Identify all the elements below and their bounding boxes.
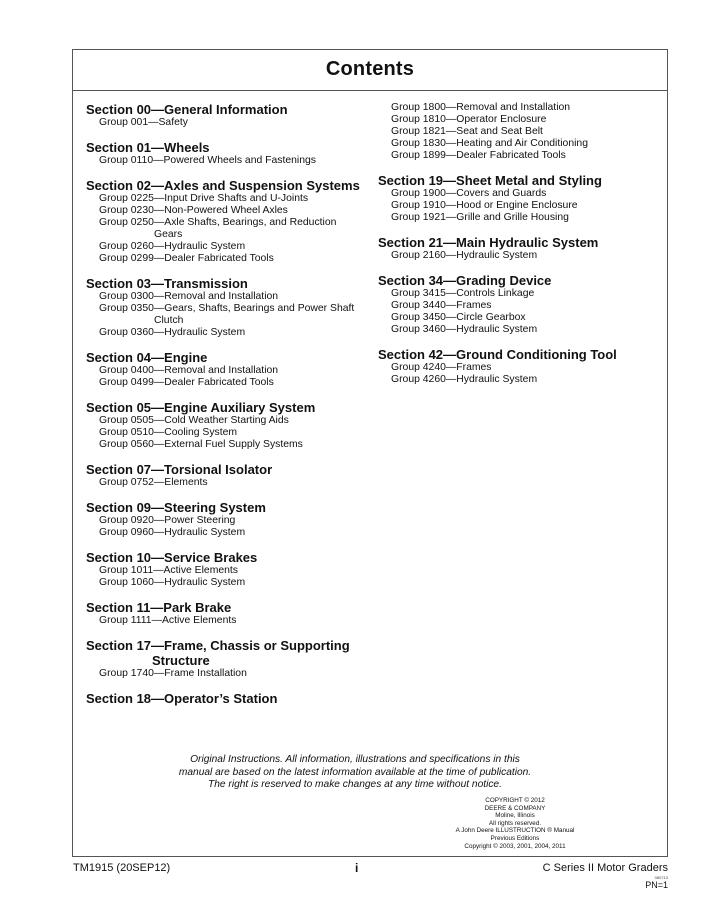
section-title[interactable]: Section 19—Sheet Metal and Styling — [378, 173, 602, 188]
section-03 — [86, 276, 371, 339]
section-18 — [86, 691, 371, 706]
group-entry[interactable]: Group 0260—Hydraulic System — [99, 241, 246, 252]
section-title[interactable]: Section 05—Engine Auxiliary System — [86, 400, 316, 415]
section-title[interactable]: Section 09—Steering System — [86, 500, 266, 515]
section-02 — [86, 178, 371, 265]
group-entry[interactable]: Group 1810—Operator Enclosure — [391, 114, 547, 125]
section-title[interactable]: Section 18—Operator’s Station — [86, 691, 278, 706]
notice-line: manual are based on the latest information available at the time of publication. — [178, 766, 532, 778]
section-title-continuation: Structure — [152, 653, 210, 668]
notice-line: Original Instructions. All information, illustrations and specifications in this — [190, 754, 520, 765]
section-title[interactable]: Section 10—Service Brakes — [86, 550, 258, 565]
section-01 — [86, 140, 371, 167]
section-17 — [86, 638, 371, 680]
section-21 — [378, 235, 663, 262]
contents-right-column — [378, 102, 663, 386]
group-entry[interactable]: Group 4260—Hydraulic System — [391, 374, 538, 385]
section-title[interactable]: Section 02—Axles and Suspension Systems — [86, 178, 360, 193]
footer-product: C Series II Motor Graders — [542, 862, 668, 874]
section-42 — [378, 347, 663, 386]
section-18-continued — [378, 102, 663, 162]
group-entry[interactable]: Group 1900—Covers and Guards — [391, 188, 547, 199]
group-entry[interactable]: Group 0560—External Fuel Supply Systems — [99, 439, 303, 450]
section-title[interactable]: Section 00—General Information — [86, 102, 288, 117]
section-title[interactable]: Section 01—Wheels — [86, 140, 210, 155]
group-entry[interactable]: Group 1800—Removal and Installation — [391, 102, 571, 113]
original-instructions-notice — [150, 754, 560, 792]
section-04 — [86, 350, 371, 389]
title-divider — [72, 90, 668, 91]
group-entry-text: Group 0350—Gears, Shafts, Bearings and Power Shaft — [99, 303, 355, 314]
section-10 — [86, 550, 371, 589]
group-entry[interactable]: Group 1111—Active Elements — [99, 615, 237, 626]
copyright-line: COPYRIGHT © 2012 — [485, 797, 545, 804]
section-title[interactable]: Section 42—Ground Conditioning Tool — [378, 347, 617, 362]
copyright-line: Previous Editions — [490, 834, 540, 842]
group-entry[interactable]: Group 0920—Power Steering — [99, 515, 236, 526]
group-entry[interactable]: Group 001—Safety — [99, 117, 188, 128]
group-entry[interactable] — [86, 303, 371, 327]
section-00 — [86, 102, 371, 129]
group-entry[interactable]: Group 2160—Hydraulic System — [391, 250, 538, 261]
section-09 — [86, 500, 371, 539]
group-entry[interactable]: Group 3440—Frames — [391, 300, 492, 311]
group-entry[interactable]: Group 0752—Elements — [99, 477, 208, 488]
group-entry[interactable]: Group 0110—Powered Wheels and Fastenings — [99, 155, 316, 166]
section-title[interactable]: Section 21—Main Hydraulic System — [378, 235, 599, 250]
footer-code: 080713 — [654, 875, 668, 880]
footer-pn: PN=1 — [645, 880, 668, 890]
copyright-line: Moline, Illinois — [495, 812, 535, 820]
section-title[interactable]: Section 11—Park Brake — [86, 600, 232, 615]
group-entry[interactable]: Group 3450—Circle Gearbox — [391, 312, 526, 323]
copyright-line: DEERE & COMPANY — [484, 804, 546, 812]
group-entry[interactable]: Group 0400—Removal and Installation — [99, 365, 279, 376]
section-11 — [86, 600, 371, 627]
group-entry-text: Group 0250—Axle Shafts, Bearings, and Reduction — [99, 217, 337, 228]
group-entry[interactable] — [86, 217, 371, 241]
group-entry[interactable]: Group 0499—Dealer Fabricated Tools — [99, 377, 274, 388]
section-title[interactable]: Section 03—Transmission — [86, 276, 248, 291]
section-title[interactable] — [86, 638, 371, 668]
footer-page-number: i — [355, 861, 359, 875]
group-entry-continuation: Gears — [154, 229, 183, 240]
group-entry[interactable]: Group 1830—Heating and Air Conditioning — [391, 138, 588, 149]
group-entry[interactable]: Group 0230—Non-Powered Wheel Axles — [99, 205, 288, 216]
copyright-line: A John Deere ILLUSTRUCTION ® Manual — [455, 827, 575, 835]
group-entry[interactable]: Group 1821—Seat and Seat Belt — [391, 126, 543, 137]
group-entry[interactable]: Group 3460—Hydraulic System — [391, 324, 538, 335]
section-34 — [378, 273, 663, 336]
group-entry[interactable]: Group 0300—Removal and Installation — [99, 291, 279, 302]
notice-line: The right is reserved to make changes at any time without notice. — [208, 779, 502, 790]
group-entry[interactable]: Group 1740—Frame Installation — [99, 668, 247, 679]
group-entry[interactable]: Group 1910—Hood or Engine Enclosure — [391, 200, 578, 211]
group-entry[interactable]: Group 1921—Grille and Grille Housing — [391, 212, 569, 223]
section-title-text: Section 17—Frame, Chassis or Supporting — [86, 638, 350, 653]
section-title[interactable]: Section 34—Grading Device — [378, 273, 552, 288]
contents-left-column — [86, 102, 371, 706]
group-entry[interactable]: Group 0505—Cold Weather Starting Aids — [99, 415, 289, 426]
group-entry[interactable]: Group 1899—Dealer Fabricated Tools — [391, 150, 566, 161]
group-entry[interactable]: Group 0299—Dealer Fabricated Tools — [99, 253, 274, 264]
copyright-line: Copyright © 2003, 2001, 2004, 2011 — [464, 842, 566, 850]
group-entry[interactable]: Group 0960—Hydraulic System — [99, 527, 246, 538]
section-19 — [378, 173, 663, 224]
section-title[interactable]: Section 07—Torsional Isolator — [86, 462, 273, 477]
group-entry[interactable]: Group 1011—Active Elements — [99, 565, 238, 576]
section-title[interactable]: Section 04—Engine — [86, 350, 208, 365]
group-entry[interactable]: Group 0225—Input Drive Shafts and U-Joints — [99, 193, 309, 204]
page-title: Contents — [325, 58, 415, 80]
copyright-line: All rights reserved. — [488, 819, 542, 827]
group-entry[interactable]: Group 4240—Frames — [391, 362, 492, 373]
group-entry[interactable]: Group 0360—Hydraulic System — [99, 327, 246, 338]
copyright-block — [440, 797, 590, 850]
section-07 — [86, 462, 371, 489]
group-entry[interactable]: Group 1060—Hydraulic System — [99, 577, 246, 588]
section-05 — [86, 400, 371, 451]
group-entry-continuation: Clutch — [154, 315, 184, 326]
footer-doc-id: TM1915 (20SEP12) — [73, 862, 171, 874]
group-entry[interactable]: Group 0510—Cooling System — [99, 427, 238, 438]
group-entry[interactable]: Group 3415—Controls Linkage — [391, 288, 535, 299]
